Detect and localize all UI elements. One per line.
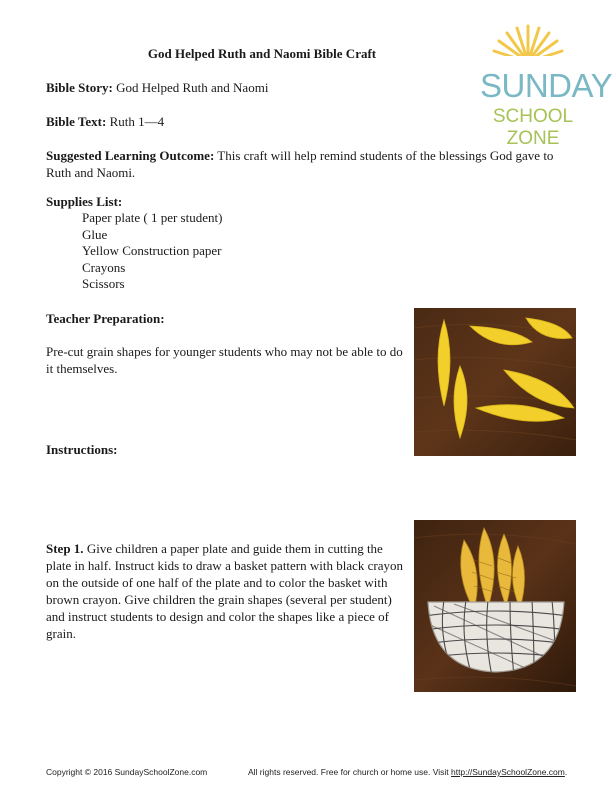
supplies-label-text: Supplies List: xyxy=(46,194,123,209)
bible-story-value: God Helped Ruth and Naomi xyxy=(112,80,269,95)
step-1 xyxy=(46,540,406,642)
supply-item: Scissors xyxy=(82,276,125,291)
teacher-prep-label: Teacher Preparation: xyxy=(46,311,165,326)
instructions-label: Instructions: xyxy=(46,442,118,457)
sunday-school-zone-logo xyxy=(478,18,612,149)
bible-text-label: Bible Text: xyxy=(46,114,107,129)
footer-rights-text: All rights reserved. Free for church or home use. Visit xyxy=(248,767,451,777)
supply-item: Paper plate ( 1 per student) xyxy=(82,210,223,225)
grain-shapes-photo xyxy=(414,308,576,456)
logo-school-zone-text: SCHOOL ZONE xyxy=(492,106,574,149)
teacher-prep-heading xyxy=(46,310,165,327)
learning-outcome xyxy=(46,147,576,181)
footer-period: . xyxy=(564,767,568,777)
learning-outcome-label: Suggested Learning Outcome: xyxy=(46,148,215,163)
supplies-list xyxy=(82,210,222,293)
bible-text-line xyxy=(46,113,164,130)
logo-sunday-text: SUNDAY xyxy=(480,67,612,104)
supply-item: Glue xyxy=(82,226,108,242)
bible-story-line xyxy=(46,79,268,96)
footer-website-link[interactable]: http://SundaySchoolZone.com xyxy=(450,767,565,777)
bible-text-value: Ruth 1—4 xyxy=(106,114,165,129)
supply-item: Crayons xyxy=(82,259,126,275)
footer-rights xyxy=(248,767,567,777)
teacher-prep-text: Pre-cut grain shapes for younger students who may not be able to do it themselves. xyxy=(46,344,403,376)
step-1-text: Give children a paper plate and guide them in cutting the plate in half. Instruct kids to draw a basket pattern with black crayon on the outside of one half of the plate and to color the basket with brown crayon. Give children the grain shapes (several per student) and instruct students to design and color the shapes like a piece of grain. xyxy=(46,541,404,641)
bible-story-label: Bible Story: xyxy=(46,80,113,95)
instructions-heading xyxy=(46,441,118,458)
footer-copyright: Copyright © 2016 SundaySchoolZone.com xyxy=(46,767,208,777)
basket-craft-photo xyxy=(414,520,576,692)
supply-item: Yellow Construction paper xyxy=(82,243,222,258)
supplies-label xyxy=(46,193,122,210)
step-1-label: Step 1. xyxy=(46,541,84,556)
page-title: God Helped Ruth and Naomi Bible Craft xyxy=(147,46,377,61)
learning-outcome-text: This craft will help remind students of the blessings God gave to Ruth and Naomi. xyxy=(46,148,554,180)
